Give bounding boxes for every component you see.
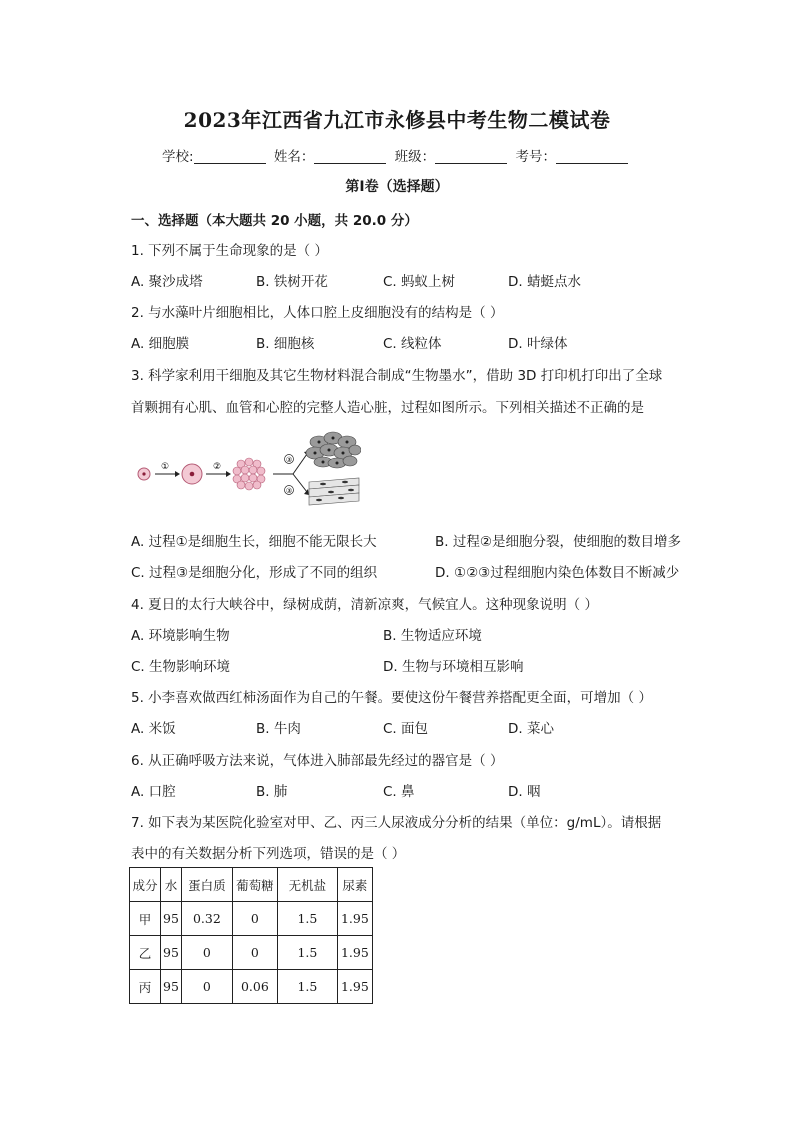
table-header-cell: 无机盐: [277, 868, 337, 902]
table-cell: 甲: [130, 902, 161, 936]
table-row: [130, 970, 373, 1004]
question-3-option-c[interactable]: C. 过程③是细胞分化，形成了不同的组织: [131, 565, 378, 581]
question-4-option-a[interactable]: A. 环境影响生物: [131, 628, 230, 644]
question-7-stem-line-2: 表中的有关数据分析下列选项，错误的是（ ）: [131, 846, 406, 862]
table-cell: 0: [232, 936, 277, 970]
question-5-option-b[interactable]: B. 牛肉: [256, 721, 301, 737]
cell-cluster-icon: [233, 458, 265, 490]
arrow-3-up: [293, 454, 307, 474]
table-cell: 1.5: [277, 902, 337, 936]
question-1-option-d[interactable]: D. 蜻蜓点水: [508, 274, 581, 290]
school-blank[interactable]: [194, 149, 266, 164]
question-1-stem: 1. 下列不属于生命现象的是（ ）: [131, 243, 328, 259]
table-cell: 0: [232, 902, 277, 936]
table-cell: 乙: [130, 936, 161, 970]
table-header-cell: 水: [161, 868, 182, 902]
question-1-option-b[interactable]: B. 铁树开花: [256, 274, 328, 290]
question-6-option-b[interactable]: B. 肺: [256, 784, 288, 800]
table-row: [130, 936, 373, 970]
number-blank[interactable]: [556, 149, 628, 164]
table-cell: 95: [161, 936, 182, 970]
question-5-option-d[interactable]: D. 菜心: [508, 721, 554, 737]
class-blank[interactable]: [435, 149, 507, 164]
name-label: 姓名：: [273, 149, 315, 165]
school-label: 学校:: [162, 149, 194, 165]
cell-process-figure: [131, 428, 361, 510]
student-info-row: [0, 145, 794, 165]
question-4-option-c[interactable]: C. 生物影响环境: [131, 659, 231, 675]
table-cell: 1.5: [277, 970, 337, 1004]
table-cell: 95: [161, 902, 182, 936]
question-2-stem: 2. 与水藻叶片细胞相比，人体口腔上皮细胞没有的结构是（ ）: [131, 305, 504, 321]
question-5-option-c[interactable]: C. 面包: [383, 721, 429, 737]
table-header-cell: 蛋白质: [181, 868, 232, 902]
question-7-stem-line-1: 7. 如下表为某医院化验室对甲、乙、丙三人尿液成分分析的结果（单位：g/mL）。请根据: [131, 815, 662, 831]
question-1-option-c[interactable]: C. 蚂蚁上树: [383, 274, 456, 290]
question-5-stem: 5. 小李喜欢做西红柿汤面作为自己的午餐。要使这份午餐营养搭配更全面，可增加（ ）: [131, 690, 652, 706]
question-3-option-a[interactable]: A. 过程①是细胞生长，细胞不能无限长大: [131, 534, 377, 550]
question-2-option-c[interactable]: C. 线粒体: [383, 336, 442, 352]
muscle-fiber-icon: [309, 478, 359, 505]
question-3-option-b[interactable]: B. 过程②是细胞分裂，使细胞的数目增多: [435, 534, 681, 550]
table-cell: 0: [181, 970, 232, 1004]
table-cell: 1.5: [277, 936, 337, 970]
step-3-label-up: ③: [285, 456, 293, 464]
table-cell: 1.95: [337, 902, 372, 936]
question-1-option-a[interactable]: A. 聚沙成塔: [131, 274, 203, 290]
step-3-label-down: ③: [285, 487, 293, 495]
step-1-label: ①: [160, 462, 170, 472]
question-3-stem-line-1: 3. 科学家利用干细胞及其它生物材料混合制成“生物墨水”，借助 3D 打印机打印出了全球: [131, 368, 663, 384]
section-title: 一、选择题（本大题共 20 小题，共 20.0 分）: [131, 213, 418, 229]
table-cell: 95: [161, 970, 182, 1004]
table-header-row: [130, 868, 373, 902]
question-2-option-b[interactable]: B. 细胞核: [256, 336, 315, 352]
class-label: 班级：: [394, 149, 436, 165]
question-4-option-b[interactable]: B. 生物适应环境: [383, 628, 482, 644]
question-2-option-d[interactable]: D. 叶绿体: [508, 336, 568, 352]
table-cell: 丙: [130, 970, 161, 1004]
question-2-option-a[interactable]: A. 细胞膜: [131, 336, 190, 352]
table-cell: 0.06: [232, 970, 277, 1004]
step-2-label: ②: [212, 462, 222, 472]
urine-analysis-table: [129, 867, 373, 1004]
question-6-option-c[interactable]: C. 鼻: [383, 784, 415, 800]
question-6-option-d[interactable]: D. 咽: [508, 784, 541, 800]
question-5-option-a[interactable]: A. 米饭: [131, 721, 176, 737]
table-cell: 0: [181, 936, 232, 970]
question-6-option-a[interactable]: A. 口腔: [131, 784, 176, 800]
number-label: 考号：: [515, 149, 556, 165]
table-cell: 1.95: [337, 970, 372, 1004]
part-title: 第I卷（选择题）: [345, 179, 449, 195]
question-4-stem: 4. 夏日的太行大峡谷中，绿树成荫，清新凉爽，气候宜人。这种现象说明（ ）: [131, 597, 598, 613]
question-6-stem: 6. 从正确呼吸方法来说，气体进入肺部最先经过的器官是（ ）: [131, 753, 504, 769]
table-cell: 0.32: [181, 902, 232, 936]
question-3-stem-line-2: 首颗拥有心肌、血管和心腔的完整人造心脏，过程如图所示。下列相关描述不正确的是: [131, 400, 644, 416]
arrow-3-down: [293, 474, 307, 492]
table-header-cell: 尿素: [337, 868, 372, 902]
name-blank[interactable]: [314, 149, 386, 164]
table-header-cell: 成分: [130, 868, 161, 902]
exam-title: 2023年江西省九江市永修县中考生物二模试卷: [183, 108, 611, 132]
table-cell: 1.95: [337, 936, 372, 970]
table-header-cell: 葡萄糖: [232, 868, 277, 902]
table-row: [130, 902, 373, 936]
question-3-option-d[interactable]: D. ①②③过程细胞内染色体数目不断减少: [435, 565, 680, 581]
question-4-option-d[interactable]: D. 生物与环境相互影响: [383, 659, 524, 675]
